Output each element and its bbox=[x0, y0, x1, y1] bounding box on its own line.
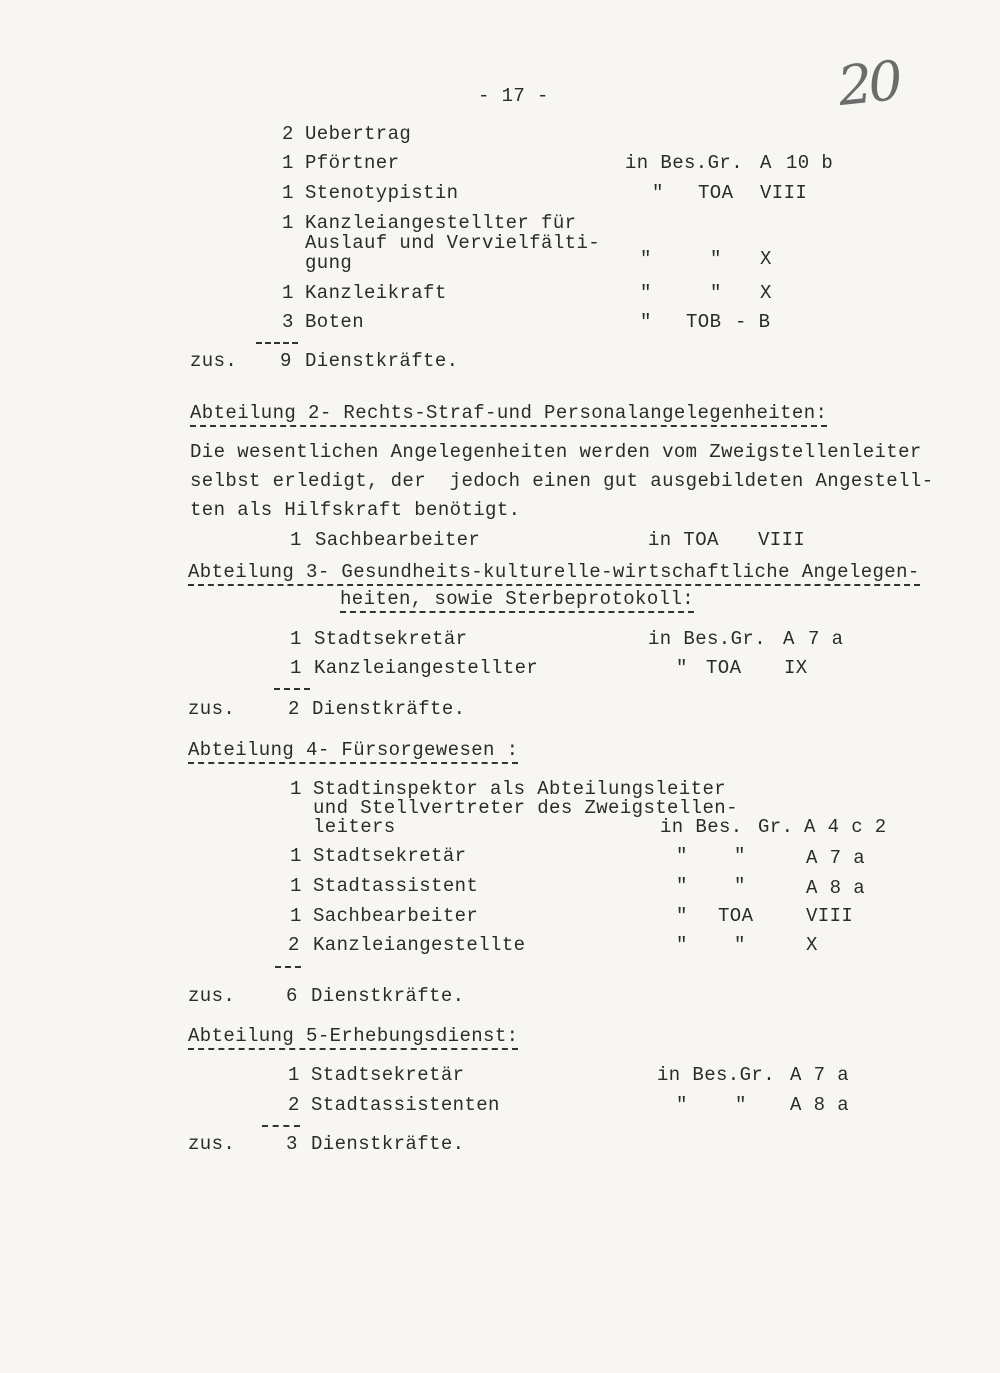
sum-divider bbox=[256, 342, 298, 344]
section-heading-abt5 bbox=[188, 1026, 518, 1046]
row-grade: " bbox=[734, 845, 746, 867]
row-class: IX bbox=[784, 657, 808, 679]
row-pay-group: " bbox=[676, 905, 688, 927]
row-pay-group: " bbox=[676, 875, 688, 897]
total-label: zus. bbox=[188, 985, 236, 1007]
heading-text: Abteilung 2- Rechts-Straf-und Personalangelegenheiten: bbox=[190, 402, 827, 427]
row-title: Stadtsekretär bbox=[314, 628, 468, 650]
row-class: A 8 a bbox=[806, 877, 866, 899]
row-title: Uebertrag bbox=[305, 123, 412, 145]
heading-text: Abteilung 3- Gesundheits-kulturelle-wirtschaftliche Angelegen- bbox=[188, 561, 920, 586]
row-count: 3 bbox=[282, 311, 294, 333]
row-pay-group: in Bes.Gr. bbox=[625, 152, 744, 174]
row-grade: " bbox=[734, 934, 746, 956]
row-class: A 7 a bbox=[806, 847, 866, 869]
row-pay-group: " " bbox=[676, 1094, 747, 1116]
row-class: 7 a bbox=[808, 628, 844, 650]
row-title: gung bbox=[305, 252, 353, 274]
total-count: 9 bbox=[280, 350, 292, 372]
section-heading-abt2 bbox=[190, 403, 827, 423]
row-count: 1 bbox=[282, 182, 294, 204]
section-heading-abt3 bbox=[188, 562, 920, 582]
row-count: 2 bbox=[288, 1094, 300, 1116]
row-class: A 7 a bbox=[790, 1064, 850, 1086]
total-label: zus. bbox=[188, 1133, 236, 1155]
paragraph-line: ten als Hilfskraft benötigt. bbox=[190, 499, 521, 521]
row-pay-group: in Bes.Gr. bbox=[648, 628, 767, 650]
bleed-through-shadow bbox=[660, 760, 833, 780]
row-pay-group: " bbox=[640, 248, 652, 270]
sum-divider bbox=[262, 1125, 300, 1127]
total-label: zus. bbox=[190, 350, 238, 372]
row-pay-group: " bbox=[652, 182, 664, 204]
total-text: Dienstkräfte. bbox=[305, 350, 459, 372]
row-count: 1 bbox=[282, 282, 294, 304]
row-class: VIII bbox=[760, 182, 808, 204]
handwritten-folio-number: 20 bbox=[834, 48, 902, 119]
row-title: Stadtsekretär bbox=[311, 1064, 465, 1086]
row-grade: " bbox=[710, 248, 722, 270]
section-heading-abt4 bbox=[188, 740, 518, 760]
row-title: Boten bbox=[305, 311, 365, 333]
row-class: X bbox=[760, 282, 772, 304]
row-pay-group: in Bes.Gr. bbox=[657, 1064, 776, 1086]
total-count: 6 bbox=[286, 985, 298, 1007]
row-count: 1 bbox=[290, 657, 302, 679]
row-title: Sachbearbeiter bbox=[313, 905, 479, 927]
section-heading-abt3-cont bbox=[340, 589, 694, 609]
row-count: 1 bbox=[290, 529, 302, 551]
row-title: Stadtinspektor als Abteilungsleiter bbox=[313, 778, 727, 800]
row-title: Stadtassistenten bbox=[311, 1094, 500, 1116]
row-pay-group: " bbox=[676, 845, 688, 867]
row-count: 1 bbox=[290, 845, 302, 867]
row-pay-group: in TOA bbox=[648, 529, 719, 551]
row-grade: TOA bbox=[698, 182, 734, 204]
row-count: 1 bbox=[290, 875, 302, 897]
row-count: 2 bbox=[282, 123, 294, 145]
total-count: 3 bbox=[286, 1133, 298, 1155]
row-title: Kanzleiangestellte bbox=[313, 934, 526, 956]
row-title: leiters bbox=[313, 816, 396, 838]
row-count: 1 bbox=[282, 212, 294, 234]
row-grade: " bbox=[734, 875, 746, 897]
row-grade: TOA bbox=[718, 905, 754, 927]
total-label: zus. bbox=[188, 698, 236, 720]
row-count: 1 bbox=[282, 152, 294, 174]
row-pay-group: " bbox=[676, 934, 688, 956]
page-number: - 17 - bbox=[478, 85, 549, 107]
row-class: X bbox=[806, 934, 818, 956]
total-text: Dienstkräfte. bbox=[312, 698, 466, 720]
row-count: 1 bbox=[290, 628, 302, 650]
row-count: 1 bbox=[290, 905, 302, 927]
row-class: A 8 a bbox=[790, 1094, 850, 1116]
row-pay-group: " bbox=[676, 657, 688, 679]
total-count: 2 bbox=[288, 698, 300, 720]
row-title: Kanzleikraft bbox=[305, 282, 447, 304]
row-class: X bbox=[760, 248, 772, 270]
row-count: 1 bbox=[290, 778, 302, 800]
heading-text: heiten, sowie Sterbeprotokoll: bbox=[340, 588, 694, 613]
row-class: A 4 c 2 bbox=[804, 816, 887, 838]
row-grade: " bbox=[710, 282, 722, 304]
row-grade: A bbox=[783, 628, 795, 650]
row-pay-group: " bbox=[640, 311, 652, 333]
row-title: Kanzleiangestellter bbox=[314, 657, 539, 679]
row-title: Kanzleiangestellter für bbox=[305, 212, 577, 234]
row-count: 1 bbox=[288, 1064, 300, 1086]
row-class: - B bbox=[735, 311, 771, 333]
row-title: und Stellvertreter des Zweigstellen- bbox=[313, 797, 738, 819]
total-text: Dienstkräfte. bbox=[311, 985, 465, 1007]
sum-divider bbox=[275, 966, 301, 968]
row-grade: A bbox=[760, 152, 772, 174]
heading-text: Abteilung 5-Erhebungsdienst: bbox=[188, 1025, 518, 1050]
row-title: Stenotypistin bbox=[305, 182, 459, 204]
paragraph-line: Die wesentlichen Angelegenheiten werden vom Zweigstellenleiter bbox=[190, 441, 922, 463]
row-count: 2 bbox=[288, 934, 300, 956]
row-grade: Gr. bbox=[758, 816, 794, 838]
row-pay-group: in Bes. bbox=[660, 816, 743, 838]
row-title: Sachbearbeiter bbox=[315, 529, 481, 551]
row-class: VIII bbox=[758, 529, 806, 551]
row-class: VIII bbox=[806, 905, 854, 927]
sum-divider bbox=[274, 688, 310, 690]
paragraph-line: selbst erledigt, der jedoch einen gut ausgebildeten Angestell- bbox=[190, 470, 934, 492]
heading-text: Abteilung 4- Fürsorgewesen : bbox=[188, 739, 518, 764]
row-title: Stadtassistent bbox=[313, 875, 479, 897]
row-class: 10 b bbox=[786, 152, 834, 174]
row-title: Stadtsekretär bbox=[313, 845, 467, 867]
row-grade: TOA bbox=[706, 657, 742, 679]
row-title: Auslauf und Vervielfälti- bbox=[305, 232, 601, 254]
total-text: Dienstkräfte. bbox=[311, 1133, 465, 1155]
row-title: Pförtner bbox=[305, 152, 400, 174]
row-grade: TOB bbox=[686, 311, 722, 333]
row-pay-group: " bbox=[640, 282, 652, 304]
